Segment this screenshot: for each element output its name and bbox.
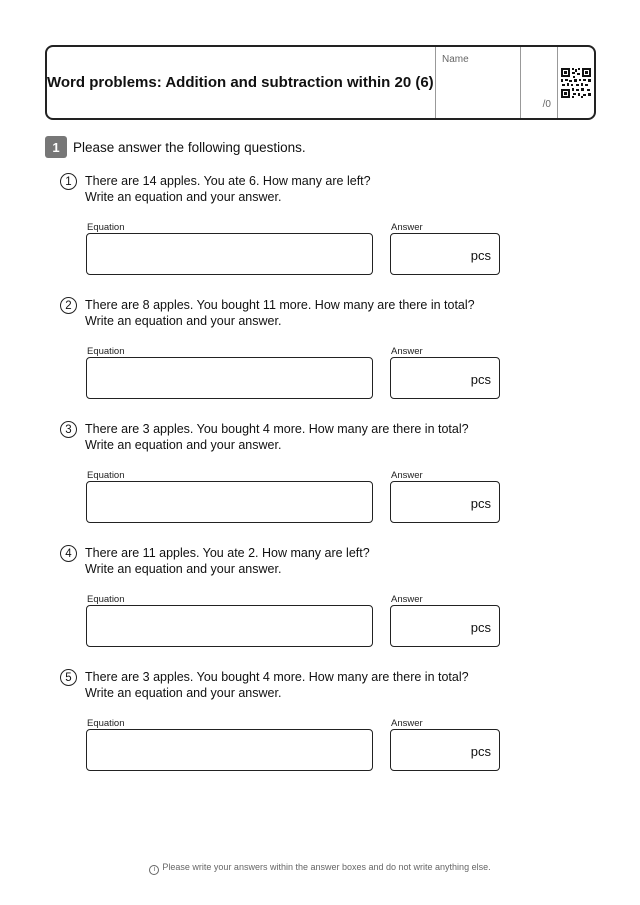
equation-label: Equation: [87, 346, 125, 357]
answer-unit: pcs: [470, 496, 491, 511]
name-label: Name: [442, 54, 469, 65]
question-instruction: Write an equation and your answer.: [85, 190, 282, 204]
footer-text: Please write your answers within the answer boxes and do not write anything else.: [162, 862, 491, 872]
question-text: There are 11 apples. You ate 2. How many are left?: [85, 546, 370, 560]
answer-label: Answer: [391, 222, 423, 233]
question-instruction: Write an equation and your answer.: [85, 314, 282, 328]
question-number: 4: [60, 545, 77, 562]
title-cell: [47, 47, 436, 118]
question-item: [60, 173, 580, 283]
equation-label: Equation: [87, 718, 125, 729]
answer-box[interactable]: [390, 233, 500, 275]
answer-box[interactable]: [390, 357, 500, 399]
answer-unit: pcs: [470, 744, 491, 759]
answer-unit: pcs: [470, 248, 491, 263]
section-instruction: Please answer the following questions.: [73, 139, 306, 155]
name-field[interactable]: [436, 47, 521, 118]
equation-box[interactable]: [86, 605, 373, 647]
qr-code-icon: [560, 67, 592, 99]
equation-label: Equation: [87, 470, 125, 481]
info-icon: i: [149, 865, 159, 875]
question-item: [60, 669, 580, 779]
worksheet-title: Word problems: Addition and subtraction within 20 (6): [47, 74, 434, 91]
equation-box[interactable]: [86, 233, 373, 275]
question-number: 1: [60, 173, 77, 190]
answer-label: Answer: [391, 346, 423, 357]
question-text: There are 3 apples. You bought 4 more. How many are there in total?: [85, 422, 469, 436]
question-number: 5: [60, 669, 77, 686]
answer-label: Answer: [391, 718, 423, 729]
section-heading: [45, 136, 306, 158]
question-item: [60, 545, 580, 655]
question-item: [60, 421, 580, 531]
equation-label: Equation: [87, 594, 125, 605]
answer-box[interactable]: [390, 481, 500, 523]
question-instruction: Write an equation and your answer.: [85, 686, 282, 700]
question-number: 2: [60, 297, 77, 314]
question-text: There are 3 apples. You bought 4 more. How many are there in total?: [85, 670, 469, 684]
equation-label: Equation: [87, 222, 125, 233]
equation-box[interactable]: [86, 729, 373, 771]
worksheet-header: [45, 45, 596, 120]
score-field: [521, 47, 558, 118]
question-text: There are 14 apples. You ate 6. How many are left?: [85, 174, 371, 188]
answer-box[interactable]: [390, 729, 500, 771]
qr-cell: [558, 47, 594, 118]
answer-label: Answer: [391, 594, 423, 605]
answer-box[interactable]: [390, 605, 500, 647]
score-text: /0: [542, 99, 551, 110]
equation-box[interactable]: [86, 357, 373, 399]
question-instruction: Write an equation and your answer.: [85, 562, 282, 576]
question-number: 3: [60, 421, 77, 438]
answer-unit: pcs: [470, 620, 491, 635]
question-text: There are 8 apples. You bought 11 more. How many are there in total?: [85, 298, 475, 312]
equation-box[interactable]: [86, 481, 373, 523]
footer-note: [0, 862, 640, 875]
question-instruction: Write an equation and your answer.: [85, 438, 282, 452]
answer-unit: pcs: [470, 372, 491, 387]
question-item: [60, 297, 580, 407]
answer-label: Answer: [391, 470, 423, 481]
section-number: 1: [45, 136, 67, 158]
